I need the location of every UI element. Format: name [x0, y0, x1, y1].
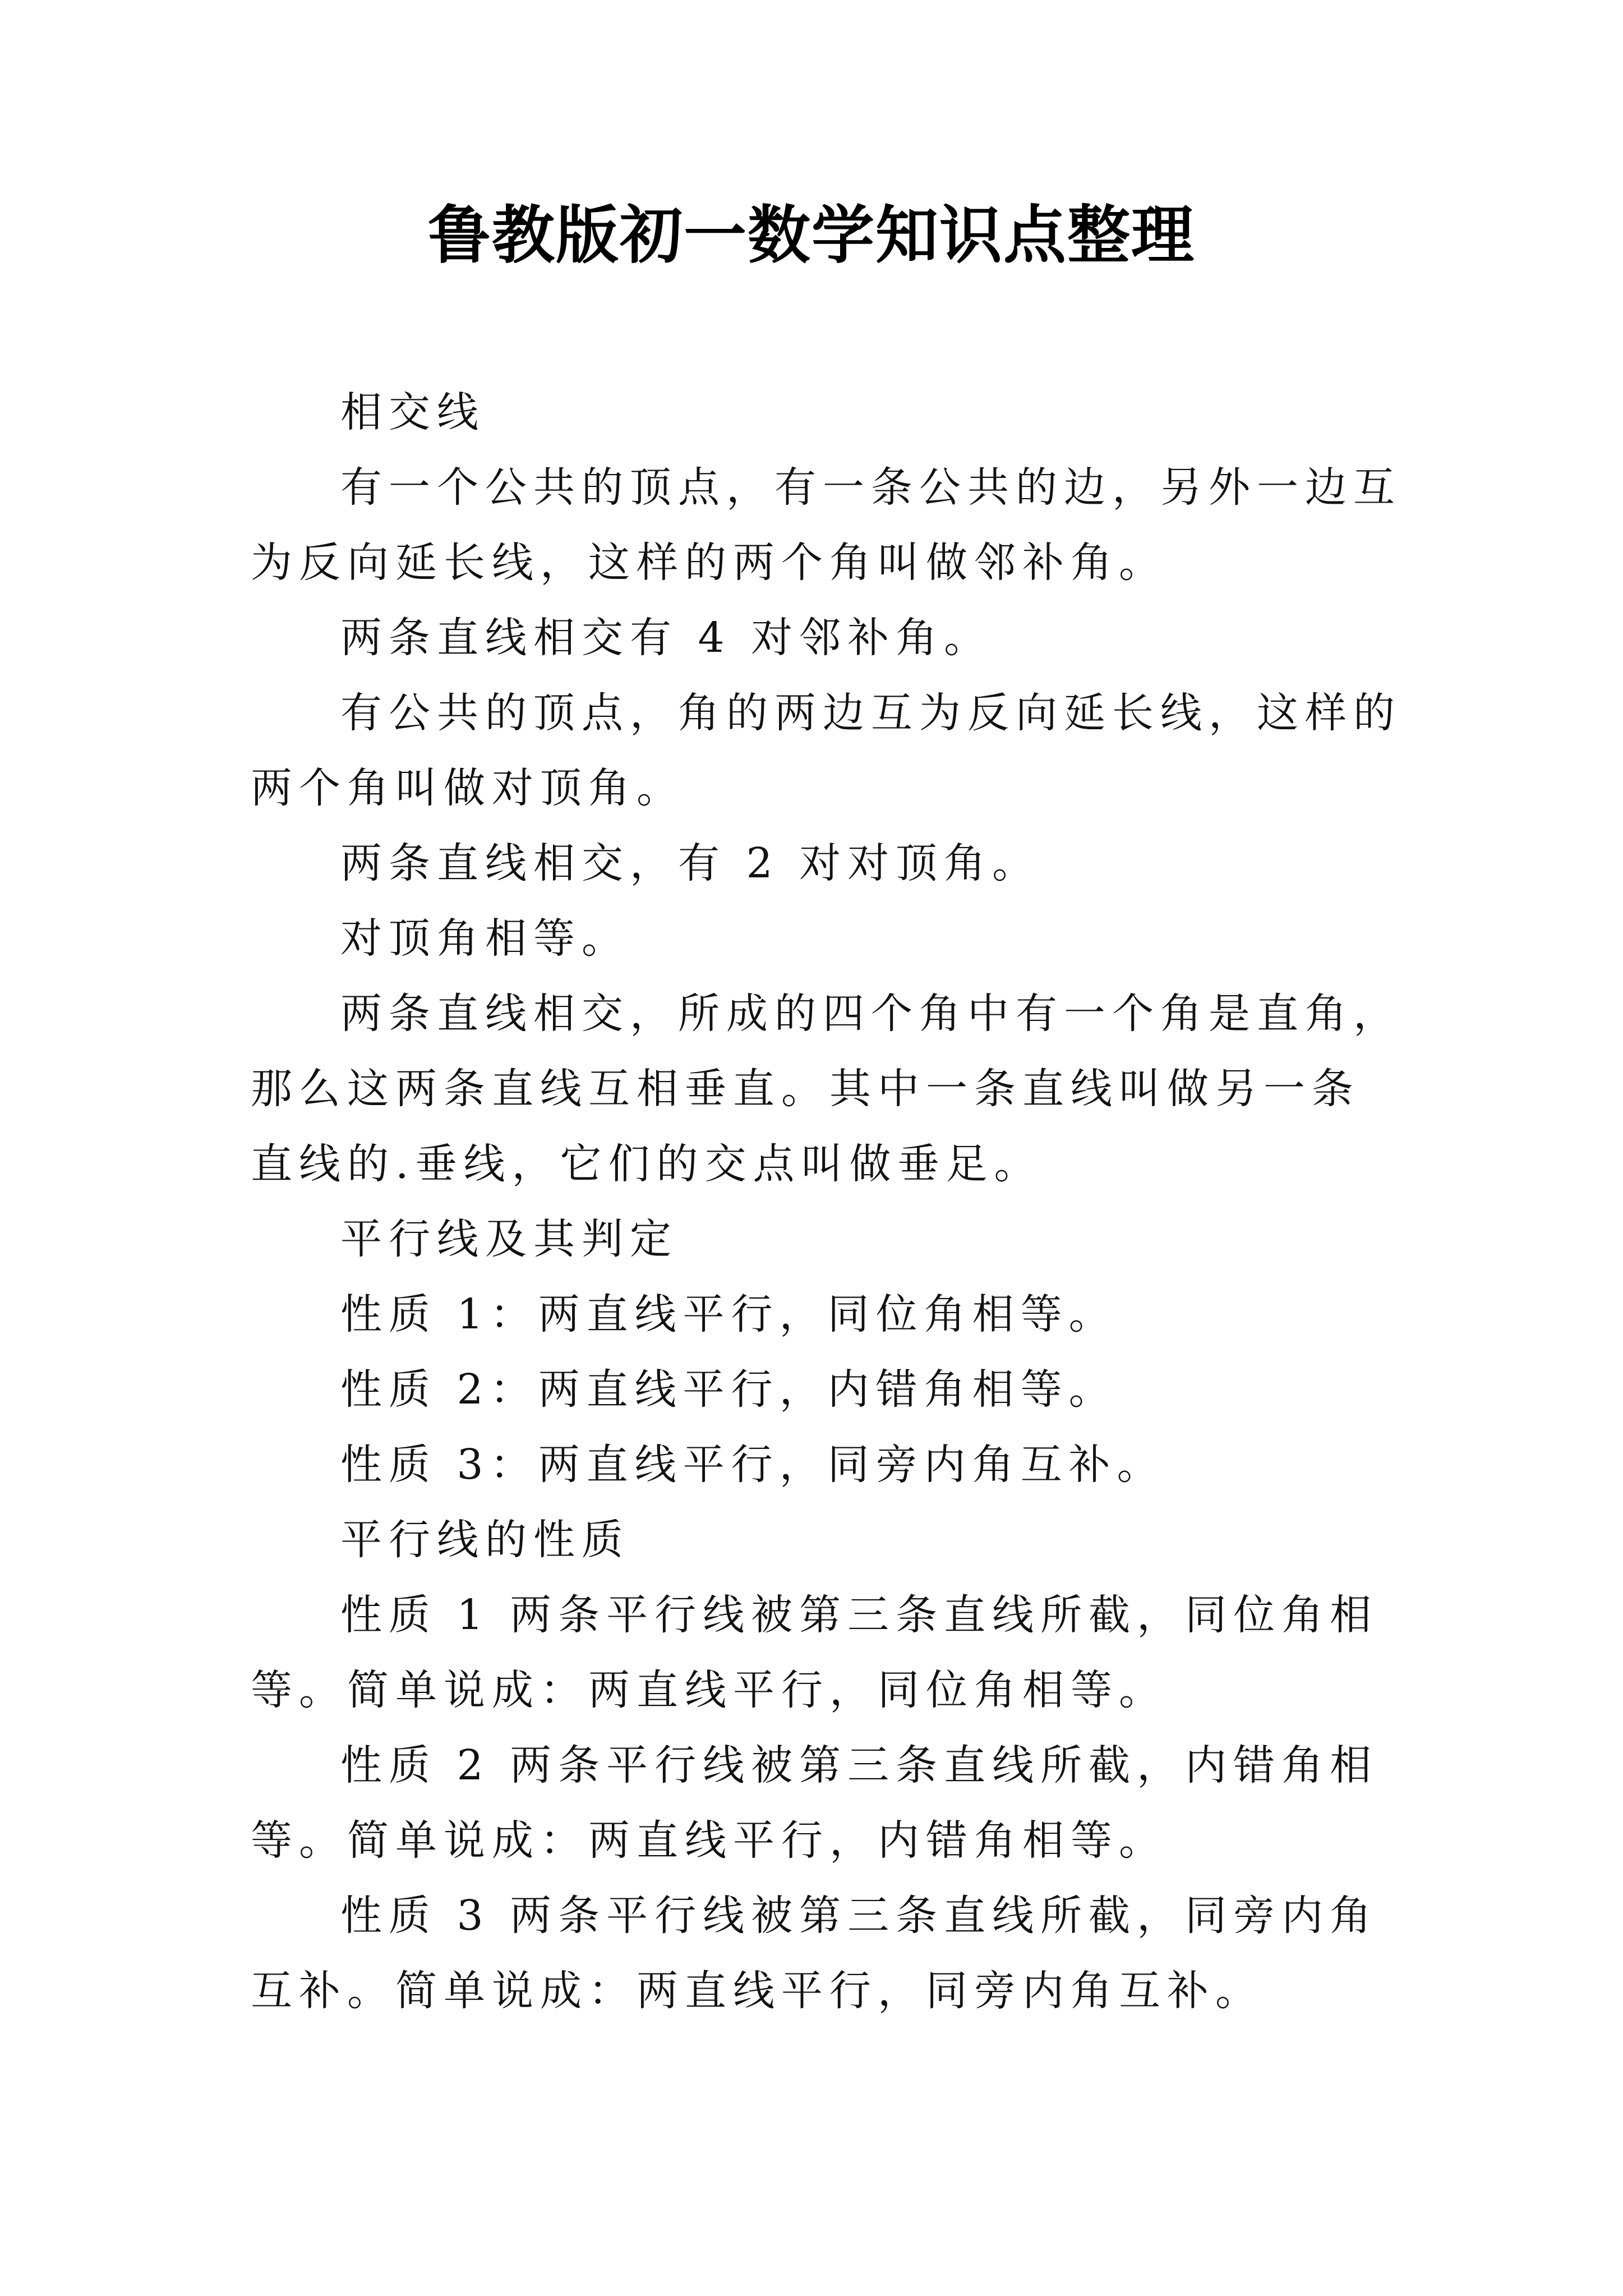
paragraph-property-1-detail: 性质 1 两条平行线被第三条直线所截，同位角相等。简单说成：两直线平行，同位角相等。	[251, 1591, 1378, 1714]
paragraph-property-2-detail: 性质 2 两条平行线被第三条直线所截，内错角相等。简单说成：两直线平行，内错角相等。	[251, 1741, 1378, 1865]
paragraph-perpendicular-definition: 两条直线相交，所成的四个角中有一个角是直角，那么这两条直线互相垂直。其中一条直线叫做另一条直线的.垂线，它们的交点叫做垂足。	[251, 990, 1401, 1188]
paragraph-vertical-angles-definition: 有公共的顶点，角的两边互为反向延长线，这样的两个角叫做对顶角。	[251, 689, 1401, 812]
paragraph-property-2: 性质 2：两直线平行，内错角相等。	[340, 1365, 1117, 1414]
paragraph-heading-parallel-properties: 平行线的性质	[340, 1516, 630, 1564]
paragraph-adjacent-supplementary-count: 两条直线相交有 4 对邻补角。	[340, 614, 993, 662]
paragraph-property-3: 性质 3：两直线平行，同旁内角互补。	[340, 1441, 1165, 1489]
paragraph-property-1: 性质 1：两直线平行，同位角相等。	[340, 1290, 1117, 1338]
paragraph-vertical-angles-equal: 对顶角相等。	[340, 914, 630, 963]
paragraph-heading-parallel-criteria: 平行线及其判定	[340, 1215, 678, 1263]
paragraph-adjacent-supplementary-definition: 有一个公共的顶点，有一条公共的边，另外一边互为反向延长线，这样的两个角叫做邻补角。	[251, 463, 1401, 587]
document-body	[251, 375, 1406, 2028]
paragraph-property-3-detail: 性质 3 两条平行线被第三条直线所截，同旁内角互补。简单说成：两直线平行，同旁内角互补。	[251, 1892, 1378, 2015]
document-title: 鲁教版初一数学知识点整理	[428, 199, 1195, 272]
paragraph-heading-intersecting-lines: 相交线	[340, 388, 485, 436]
paragraph-vertical-angles-count: 两条直线相交，有 2 对对顶角。	[340, 839, 1041, 887]
